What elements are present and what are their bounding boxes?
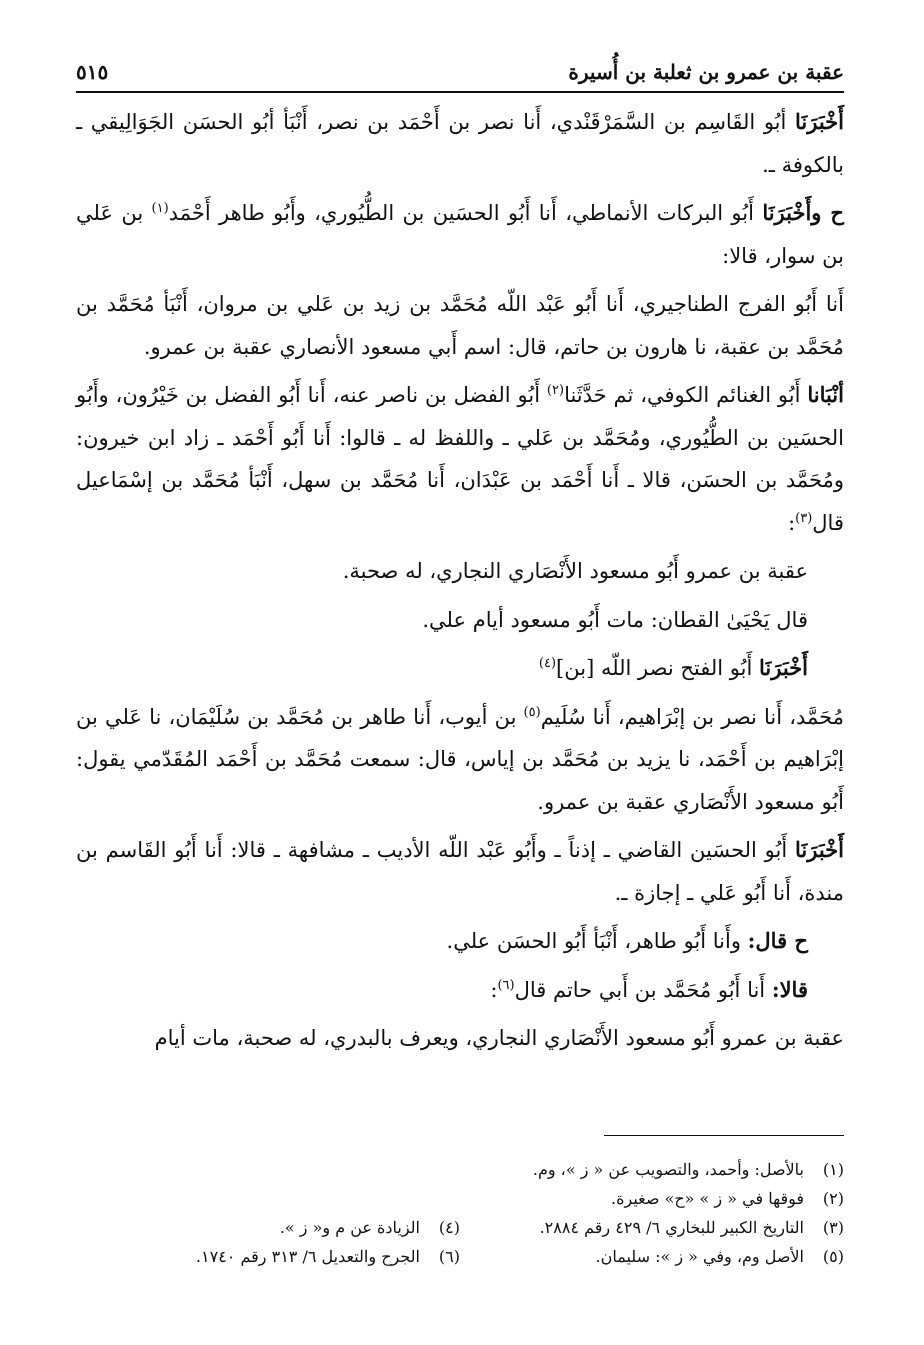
paragraph (76, 550, 844, 593)
footnote-row (76, 1155, 844, 1184)
paragraph-text: عقبة بن عمرو أَبُو مسعود الأَنْصَاري النجاري، له صحبة. (342, 559, 808, 583)
page-number: ٥١٥ (76, 60, 109, 84)
footnote (460, 1213, 844, 1242)
paragraph (76, 696, 844, 824)
footnote (76, 1213, 460, 1242)
footnote-divider (604, 1135, 844, 1136)
paragraph-text: : (788, 510, 796, 535)
paragraph-text: مُحَمَّد، أَنا نصر بن إبْرَاهيم، أَنا سُلَيم (540, 704, 844, 729)
paragraph (76, 101, 844, 186)
paragraph (76, 829, 844, 914)
paragraph (76, 192, 844, 277)
paragraph (76, 920, 844, 963)
paragraph-text: وأَنا أَبُو طاهر، أَنْبَأ أَبُو الحسَن علي. (446, 929, 748, 953)
isnad-keyword: ح وأَخْبَرَنَا (762, 200, 844, 225)
footnote-ref: (٢) (546, 383, 565, 398)
paragraph (76, 599, 844, 642)
paragraph-text: بن أيوب، أَنا طاهر بن مُحَمَّد بن سُلَيْمَان، نا عَلي بن إبْرَاهيم بن أَحْمَد، نا يزيد بن مُحَمَّد بن إياس، قال: سمعت مُحَمَّد بن أَحْمَد المُقَدّمي يقول: أَبُو مسعود الأَنْصَاري عقبة بن عمرو. (76, 704, 844, 814)
isnad-keyword: أَخْبَرَنَا (759, 655, 808, 680)
footnote-ref: (٤) (538, 656, 557, 671)
paragraph (76, 647, 844, 690)
paragraph-text: أبُو القَاسِم بن السَّمَرْقَنْدي، أَنا نصر بن أَحْمَد بن نصر، أَنْبَأ أبُو الحسَن الجَوَالِيقي ـ بالكوفة ـ. (76, 110, 844, 177)
paragraph (76, 969, 844, 1012)
footnote-text: التاريخ الكبير للبخاري ٦/ ٤٢٩ رقم ٢٨٨٤. (539, 1218, 804, 1237)
footnote-ref: (٦) (497, 977, 515, 993)
paragraph-text: بن عَلي بن سوار، قالا: (76, 201, 844, 268)
footnote-text: فوقها في « ز » «ح» صغيرة. (611, 1189, 804, 1208)
footnote-row (76, 1242, 844, 1271)
footnote-number: (٣) (822, 1218, 844, 1237)
footnote-number: (٤) (438, 1218, 460, 1237)
paragraph-text: أَبُو الفضل بن ناصر عنه، أَنا أَبُو الفضل بن خَيْرُون، وأَبُو الحسَين بن الطُّيُوري، ومُحَمَّد بن عَلي ـ واللفظ له ـ قالوا: أَنا أَبُو أَحْمَد ـ زاد ابن خيرون: ومُحَمَّد بن الحسَن، قالا ـ أَنا أَحْمَد بن عَبْدَان، أَنا مُحَمَّد بن سهل، أَنْبَأ مُحَمَّد بن إسْمَاعيل قال (76, 383, 844, 535)
footnote-text: الأصل وم، وفي « ز »: سليمان. (595, 1247, 804, 1266)
paragraph-text: أَبُو البركات الأنماطي، أَنا أَبُو الحسَين بن الطُّيُوري، وأَبُو طاهر أَحْمَد (168, 201, 763, 225)
main-text (76, 101, 844, 1060)
paragraph-text: قال يَحْيَىٰ القطان: مات أَبُو مسعود أيام علي. (422, 607, 808, 632)
paragraph-text: أَبُو الفتح نصر اللّه [بن] (556, 656, 760, 680)
footnotes (76, 1155, 844, 1271)
paragraph (76, 1017, 844, 1060)
paragraph-text: أَنا أَبُو مُحَمَّد بن أَبي حاتم قال (514, 977, 772, 1002)
isnad-keyword: قالا: (771, 976, 808, 1002)
footnote-text: الجرح والتعديل ٦/ ٣١٣ رقم ١٧٤٠. (195, 1247, 420, 1266)
footnote (76, 1184, 844, 1213)
footnote-ref: (٣) (795, 510, 813, 526)
footnote (460, 1242, 844, 1271)
footnote-text: بالأصل: وأحمد، والتصويب عن « ز »، وم. (532, 1160, 804, 1179)
footnote-text: الزيادة عن م و« ز ». (279, 1218, 420, 1237)
paragraph-text: عقبة بن عمرو أَبُو مسعود الأَنْصَاري النجاري، ويعرف بالبدري، له صحبة، مات أيام (154, 1026, 844, 1050)
footnote (76, 1242, 460, 1271)
running-title: عقبة بن عمرو بن ثعلبة بن أُسيرة (568, 60, 844, 84)
running-header (76, 60, 844, 93)
isnad-keyword: أنْبَانا (807, 382, 844, 407)
isnad-keyword: أَخْبَرَنَا (795, 109, 844, 134)
footnote-number: (٦) (438, 1247, 460, 1266)
footnote-row (76, 1184, 844, 1213)
footnote-row (76, 1213, 844, 1242)
isnad-keyword: ح قال: (747, 928, 808, 953)
paragraph-text: أَنا أَبُو الفرج الطناجيري، أَنا أَبُو عَبْد اللّه مُحَمَّد بن زيد بن عَلي بن مروان، أَنْبَأ مُحَمَّد بن مُحَمَّد بن عقبة، نا هارون بن حاتم، قال: اسم أَبي مسعود الأنصاري عقبة بن عمرو. (76, 292, 844, 359)
paragraph (76, 283, 844, 368)
isnad-keyword: أَخْبَرَنَا (795, 837, 844, 862)
paragraph-text: : (490, 977, 498, 1002)
footnote-number: (٢) (822, 1189, 844, 1208)
footnote-number: (١) (822, 1160, 844, 1179)
footnote (76, 1155, 844, 1184)
footnote-ref: (١) (151, 201, 169, 216)
paragraph-text: أَبُو الحسَين القاضي ـ إذناً ـ وأَبُو عَبْد اللّه الأديب ـ مشافهة ـ قالا: أَنا أَبُو القَاسم بن مندة، أَنا أَبُو عَلي ـ إجازة ـ. (76, 838, 844, 905)
paragraph-text: أَبُو الغنائم الكوفي، ثم حَدَّثَنا (564, 383, 808, 407)
footnote-number: (٥) (822, 1247, 844, 1266)
paragraph (76, 374, 844, 544)
footnote-ref: (٥) (523, 704, 541, 720)
